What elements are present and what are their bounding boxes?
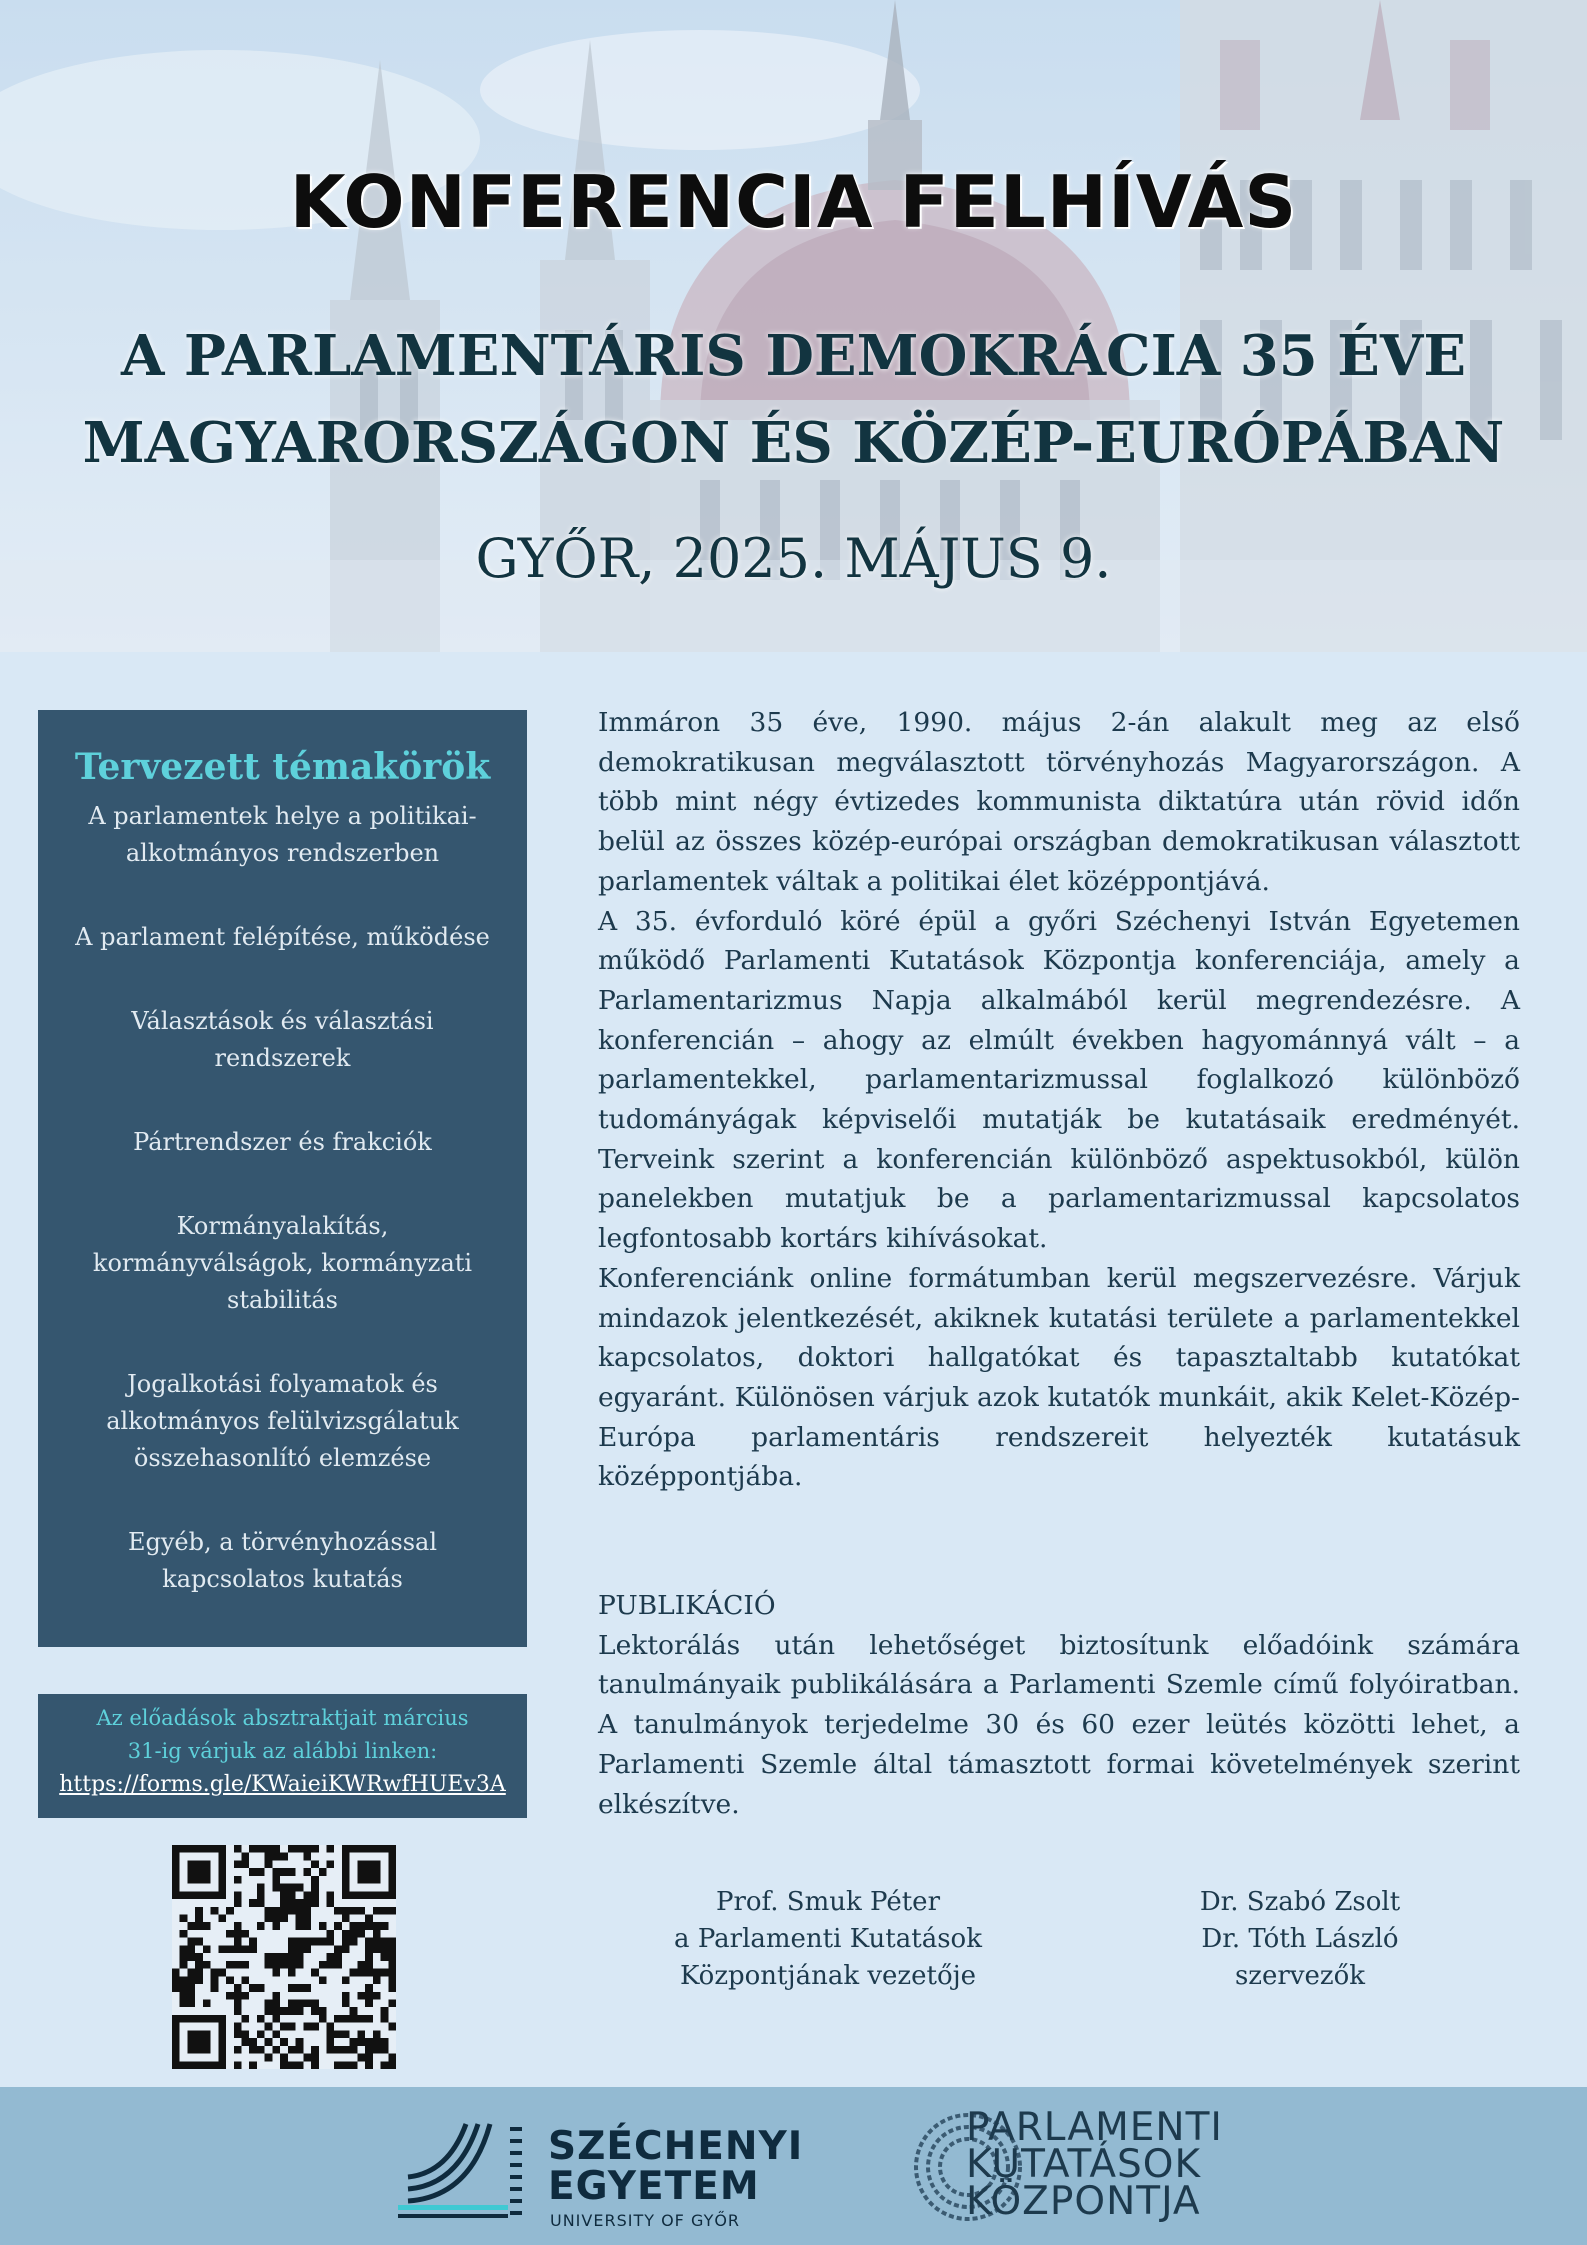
publication-section xyxy=(598,1586,1520,1824)
topics-panel xyxy=(38,710,527,1647)
qr-code[interactable] xyxy=(172,1845,396,2069)
topic-item: Egyéb, a törvényhozással kapcsolatos kutatás xyxy=(127,1528,438,1593)
szechenyi-logo-mark-icon xyxy=(398,2119,528,2219)
signature-line: Dr. Szabó Zsolt xyxy=(1199,1887,1401,1917)
main-body-text xyxy=(598,703,1520,1497)
conference-subtitle-line2: MAGYARORSZÁGON ÉS KÖZÉP-EURÓPÁBAN xyxy=(82,410,1505,476)
topic-item: Jogalkotási folyamatok és alkotmányos felülvizsgálatuk összehasonlító elemzése xyxy=(106,1370,459,1472)
body-paragraph: Immáron 35 éve, 1990. május 2-án alakult meg az első demokratikusan megválasztott törvényhozás Magyarországon. A több mint négy évtizedes kommunista diktatúra után rövid időn belül az összes közép-európai országban demokratikusan választott parlamentek váltak a politikai élet középpontjává. xyxy=(598,707,1520,897)
pk-logo-line2: KUTATÁSOK xyxy=(966,2142,1202,2187)
topics-heading: Tervezett témakörök xyxy=(74,746,491,788)
submission-form-link[interactable]: https://forms.gle/KWaieiKWRwfHUEv3A xyxy=(59,1772,506,1797)
signature-line: Dr. Tóth László xyxy=(1201,1924,1399,1954)
abstract-submission-box xyxy=(38,1694,527,1818)
publication-text: Lektorálás után lehetőséget biztosítunk előadóink számára tanulmányaik publikálására a Parlamenti Szemle című folyóiratban. A tanulmányok terjedelme 30 és 60 ezer leütés közötti lehet, a Parlamenti Szemle által támasztott formai követelmények szerint elkészítve. xyxy=(598,1629,1520,1820)
conference-date: GYŐR, 2025. MÁJUS 9. xyxy=(475,527,1112,590)
szechenyi-logo-line2: EGYETEM xyxy=(548,2164,760,2209)
parliamentary-research-center-logo xyxy=(908,2105,1268,2229)
parliamentary-logo-text xyxy=(966,2105,1223,2224)
abstract-deadline-text: Az előadások absztraktjait március 31-ig várjuk az alábbi linken: xyxy=(96,1706,469,1763)
body-paragraph: A 35. évforduló köré épül a győri Széchenyi István Egyetemen működő Parlamenti Kutatások Központja konferenciája, amely a Parlamentarizmus Napja alkalmából kerül megrendezésre. A konferencián – ahogy az elmúlt években hagyománnyá vált – a parlamentekkel, parlamentarizmussal foglalkozó különböző tudományágak képviselői mutatják be kutatásaik eredményét. Terveink szerint a konferencián különböző aspektusokból, külön panelekben mutatjuk be a parlamentarizmussal kapcsolatos legfontosabb kortárs kihívásokat. xyxy=(598,905,1520,1255)
conference-subtitle-line1: A PARLAMENTÁRIS DEMOKRÁCIA 35 ÉVE xyxy=(120,323,1466,389)
body-paragraph: Konferenciánk online formátumban kerül megszervezésre. Várjuk mindazok jelentkezését, akiknek kutatási területe a parlamentekkel kapcsolatos, doktori hallgatókat és tapasztaltabb kutatókat egyaránt. Különösen várjuk azok kutatók munkáit, akik Kelet-Közép-Európa parlamentáris rendszereit helyezték kutatásuk középpontjába. xyxy=(598,1262,1520,1493)
signature-line: Prof. Smuk Péter xyxy=(715,1887,940,1917)
signature-line: Központjának vezetője xyxy=(679,1961,977,1991)
topic-item: Választások és választási rendszerek xyxy=(131,1007,434,1072)
signature-organizers xyxy=(1130,1884,1470,1995)
pk-logo-line1: PARLAMENTI xyxy=(966,2105,1223,2150)
szechenyi-logo-sub: UNIVERSITY OF GYŐR xyxy=(550,2211,741,2230)
szechenyi-logo-line1: SZÉCHENYI xyxy=(548,2124,804,2169)
conference-call-title: KONFERENCIA FELHÍVÁS xyxy=(289,160,1298,244)
szechenyi-university-logo xyxy=(398,2119,804,2230)
topic-item: A parlament felépítése, működése xyxy=(75,923,490,951)
pk-logo-line3: KÖZPONTJA xyxy=(966,2179,1201,2224)
signature-line: a Parlamenti Kutatások xyxy=(674,1924,982,1954)
signature-head xyxy=(628,1884,1028,1995)
hero-banner xyxy=(0,0,1587,652)
topic-item: A parlamentek helye a politikai-alkotmányos rendszerben xyxy=(88,802,477,867)
topic-item: Kormányalakítás, kormányválságok, kormányzati stabilitás xyxy=(92,1212,473,1314)
dinosaur-icon xyxy=(257,1930,311,1984)
publication-title: PUBLIKÁCIÓ xyxy=(598,1590,776,1621)
szechenyi-logo-text xyxy=(548,2124,804,2209)
signature-line: szervezők xyxy=(1234,1961,1366,1991)
topic-item: Pártrendszer és frakciók xyxy=(133,1128,432,1156)
footer-band xyxy=(0,2087,1587,2245)
